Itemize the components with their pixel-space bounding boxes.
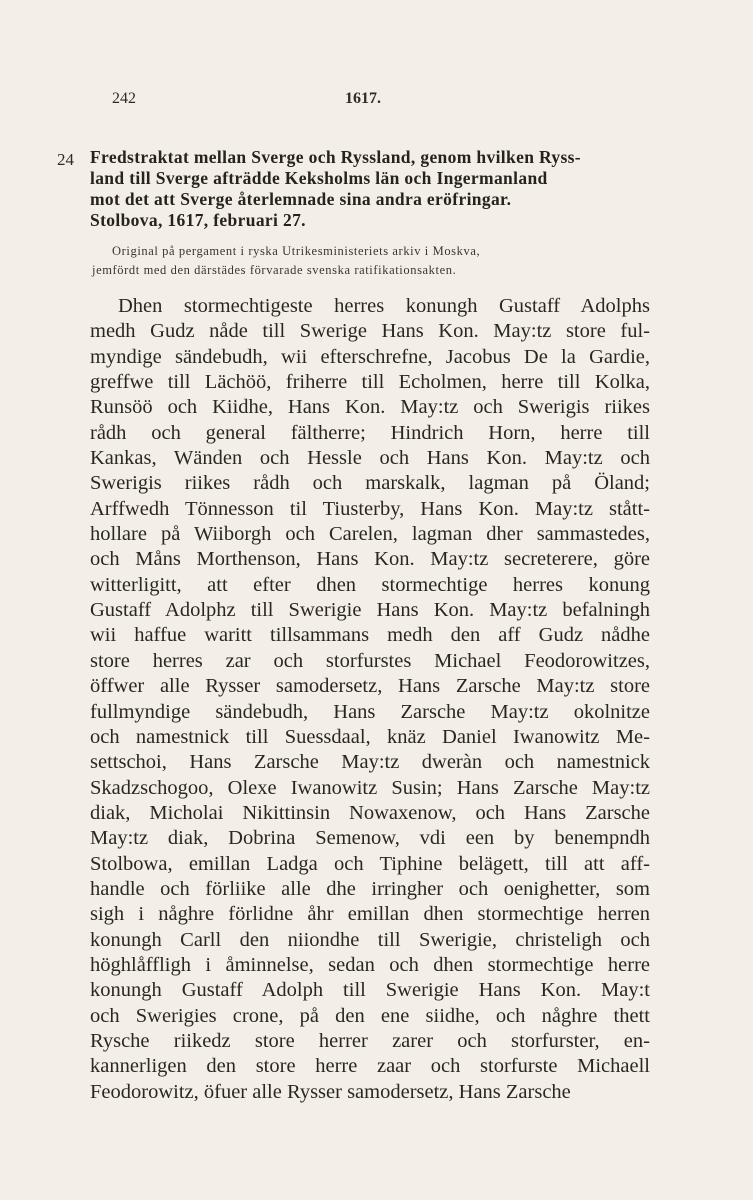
body-line: och Måns Morthenson, Hans Kon. May:tz secreterere, göre	[90, 548, 650, 571]
treaty-body-text	[90, 294, 650, 1105]
body-line: Runsöö och Kiidhe, Hans Kon. May:tz och Swerigis riikes	[90, 396, 650, 419]
body-line: witterligitt, att efter dhen stormechtige herres konung	[90, 573, 650, 596]
body-line: Skadzschogoo, Olexe Iwanowitz Susin; Hans Zarsche May:tz	[90, 776, 650, 799]
body-line: Kankas, Wänden och Hessle och Hans Kon. May:tz och	[90, 447, 650, 470]
body-line: Gustaff Adolphz till Swerigie Hans Kon. May:tz befalningh	[90, 599, 650, 622]
body-line: settschoi, Hans Zarsche May:tz dweràn och namestnick	[90, 751, 650, 774]
body-line: konungh Carll den niiondhe till Swerigie, christeligh och	[90, 928, 650, 951]
source-note	[92, 242, 692, 280]
body-line: May:tz diak, Dobrina Semenow, vdi een by benempndh	[90, 827, 650, 850]
body-line: rådh och general fältherre; Hindrich Horn, herre till	[90, 421, 650, 444]
running-head-year: 1617.	[345, 90, 381, 107]
body-line: diak, Micholai Nikittinsin Nowaxenow, och Hans Zarsche	[90, 801, 650, 824]
heading-line: land till Sverge afträdde Keksholms län och Ingermanland	[90, 168, 548, 188]
body-line: sigh i någhre förlidne åhr emillan dhen stormechtige herren	[90, 903, 650, 926]
heading-line: Fredstraktat mellan Sverge och Ryssland, genom hvilken Ryss-	[90, 147, 581, 167]
document-heading	[90, 147, 670, 231]
source-note-line: Original på pergament i ryska Utrikesministeriets arkiv i Moskva,	[112, 244, 481, 258]
heading-line: Stolbova, 1617, februari 27.	[90, 210, 306, 230]
body-line: wii haffue waritt tillsammans medh den aff Gudz nådhe	[90, 624, 650, 647]
body-line: greffwe till Lächöö, friherre till Echolmen, herre till Kolka,	[90, 371, 650, 394]
body-line: Arffwedh Tönnesson til Tiusterby, Hans Kon. May:tz stått-	[90, 497, 650, 520]
body-line: Feodorowitz, öfuer alle Rysser samodersetz, Hans Zarsche	[90, 1080, 571, 1103]
body-line: öffwer alle Rysser samodersetz, Hans Zarsche May:tz store	[90, 675, 650, 698]
heading-line: mot det att Sverge återlemnade sina andra eröfringar.	[90, 189, 512, 209]
body-line: höghlåffligh i åminnelse, sedan och dhen stormechtige herre	[90, 953, 650, 976]
source-note-line: jemfördt med den därstädes förvarade svenska ratifikationsakten.	[92, 263, 457, 277]
body-line: och namestnick till Suessdaal, knäz Daniel Iwanowitz Me-	[90, 725, 650, 748]
body-line: fullmyndige sändebudh, Hans Zarsche May:tz okolnitze	[90, 700, 650, 723]
body-line: Rysche riikedz store herrer zarer och storfurster, en-	[90, 1029, 650, 1052]
body-line: medh Gudz nåde till Swerige Hans Kon. May:tz store ful-	[90, 320, 650, 343]
body-line: store herres zar och storfurstes Michael Feodorowitzes,	[90, 649, 650, 672]
body-line: Swerigis riikes rådh och marskalk, lagman på Öland;	[90, 472, 650, 495]
body-line: handle och förliike alle dhe irringher och oenighetter, som	[90, 877, 650, 900]
body-line: myndige sändebudh, wii efterschrefne, Jacobus De la Gardie,	[90, 345, 650, 368]
body-line: Dhen stormechtigeste herres konungh Gustaff Adolphs	[118, 295, 650, 317]
body-line: och Swerigies crone, på den ene siidhe, och någhre thett	[90, 1004, 650, 1027]
page-number: 242	[112, 90, 136, 107]
body-line: hollare på Wiiborgh och Carelen, lagman dher sammastedes,	[90, 523, 650, 546]
body-line: Stolbowa, emillan Ladga och Tiphine belägett, till att aff-	[90, 852, 650, 875]
body-line: kannerligen den store herre zaar och storfurste Michaell	[90, 1055, 650, 1078]
body-line: konungh Gustaff Adolph till Swerigie Hans Kon. May:t	[90, 979, 650, 1002]
document-number: 24	[57, 150, 74, 169]
